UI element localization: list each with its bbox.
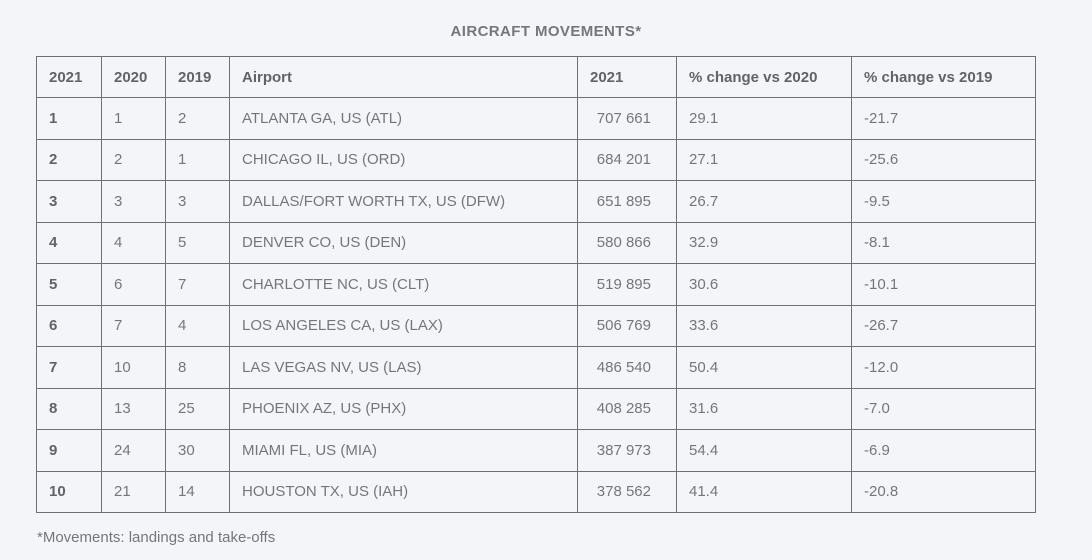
rank-2020-cell: 4 [102,222,166,264]
pct-change-vs-2020-cell: 26.7 [677,181,852,223]
rank-2019-cell: 7 [166,264,230,306]
header-rank-2019: 2019 [166,57,230,98]
rank-2021-cell: 9 [37,430,102,472]
airport-cell: HOUSTON TX, US (IAH) [230,471,578,513]
airport-cell: CHARLOTTE NC, US (CLT) [230,264,578,306]
rank-2020-cell: 6 [102,264,166,306]
rank-2019-cell: 2 [166,98,230,140]
pct-change-vs-2020-cell: 54.4 [677,430,852,472]
movements-2021-cell: 651 895 [578,181,677,223]
header-movements-2021: 2021 [578,57,677,98]
rank-2020-cell: 2 [102,139,166,181]
rank-2020-cell: 24 [102,430,166,472]
pct-change-vs-2019-cell: -12.0 [852,347,1036,389]
movements-2021-cell: 408 285 [578,388,677,430]
rank-2019-cell: 5 [166,222,230,264]
pct-change-vs-2019-cell: -20.8 [852,471,1036,513]
rank-2019-cell: 1 [166,139,230,181]
movements-2021-cell: 486 540 [578,347,677,389]
pct-change-vs-2020-cell: 30.6 [677,264,852,306]
footnote: *Movements: landings and take-offs [37,529,276,546]
rank-2020-cell: 3 [102,181,166,223]
rank-2020-cell: 10 [102,347,166,389]
movements-2021-cell: 684 201 [578,139,677,181]
rank-2021-cell: 8 [37,388,102,430]
movements-2021-cell: 387 973 [578,430,677,472]
table-row [37,388,1036,430]
header-pct-change-vs-2020: % change vs 2020 [677,57,852,98]
movements-2021-cell: 519 895 [578,264,677,306]
pct-change-vs-2019-cell: -7.0 [852,388,1036,430]
aircraft-movements-table [36,56,1036,513]
movements-2021-cell: 707 661 [578,98,677,140]
table-row [37,222,1036,264]
airport-cell: MIAMI FL, US (MIA) [230,430,578,472]
airport-cell: LOS ANGELES CA, US (LAX) [230,305,578,347]
table-row [37,181,1036,223]
movements-2021-cell: 378 562 [578,471,677,513]
rank-2020-cell: 1 [102,98,166,140]
header-pct-change-vs-2019: % change vs 2019 [852,57,1036,98]
table-row [37,305,1036,347]
table-header-row [37,57,1036,98]
pct-change-vs-2020-cell: 41.4 [677,471,852,513]
table-row [37,139,1036,181]
airport-cell: PHOENIX AZ, US (PHX) [230,388,578,430]
rank-2019-cell: 8 [166,347,230,389]
table-row [37,347,1036,389]
table-row [37,264,1036,306]
rank-2021-cell: 7 [37,347,102,389]
table-header [37,57,1036,98]
pct-change-vs-2019-cell: -21.7 [852,98,1036,140]
rank-2019-cell: 25 [166,388,230,430]
table-body [37,98,1036,513]
movements-2021-cell: 506 769 [578,305,677,347]
rank-2019-cell: 14 [166,471,230,513]
table-row [37,98,1036,140]
pct-change-vs-2020-cell: 31.6 [677,388,852,430]
airport-cell: ATLANTA GA, US (ATL) [230,98,578,140]
airport-cell: DALLAS/FORT WORTH TX, US (DFW) [230,181,578,223]
pct-change-vs-2019-cell: -26.7 [852,305,1036,347]
pct-change-vs-2020-cell: 33.6 [677,305,852,347]
pct-change-vs-2019-cell: -25.6 [852,139,1036,181]
pct-change-vs-2019-cell: -9.5 [852,181,1036,223]
header-rank-2021: 2021 [37,57,102,98]
pct-change-vs-2020-cell: 50.4 [677,347,852,389]
rank-2020-cell: 7 [102,305,166,347]
rank-2021-cell: 5 [37,264,102,306]
pct-change-vs-2019-cell: -6.9 [852,430,1036,472]
rank-2020-cell: 21 [102,471,166,513]
rank-2021-cell: 10 [37,471,102,513]
rank-2021-cell: 4 [37,222,102,264]
rank-2020-cell: 13 [102,388,166,430]
table-row [37,430,1036,472]
pct-change-vs-2020-cell: 32.9 [677,222,852,264]
pct-change-vs-2020-cell: 29.1 [677,98,852,140]
rank-2019-cell: 4 [166,305,230,347]
movements-2021-cell: 580 866 [578,222,677,264]
pct-change-vs-2019-cell: -10.1 [852,264,1036,306]
rank-2021-cell: 3 [37,181,102,223]
rank-2021-cell: 1 [37,98,102,140]
rank-2021-cell: 6 [37,305,102,347]
rank-2021-cell: 2 [37,139,102,181]
header-rank-2020: 2020 [102,57,166,98]
pct-change-vs-2019-cell: -8.1 [852,222,1036,264]
rank-2019-cell: 30 [166,430,230,472]
airport-cell: CHICAGO IL, US (ORD) [230,139,578,181]
header-airport: Airport [230,57,578,98]
pct-change-vs-2020-cell: 27.1 [677,139,852,181]
airport-cell: DENVER CO, US (DEN) [230,222,578,264]
page-title: AIRCRAFT MOVEMENTS* [450,23,642,40]
table-row [37,471,1036,513]
rank-2019-cell: 3 [166,181,230,223]
airport-cell: LAS VEGAS NV, US (LAS) [230,347,578,389]
